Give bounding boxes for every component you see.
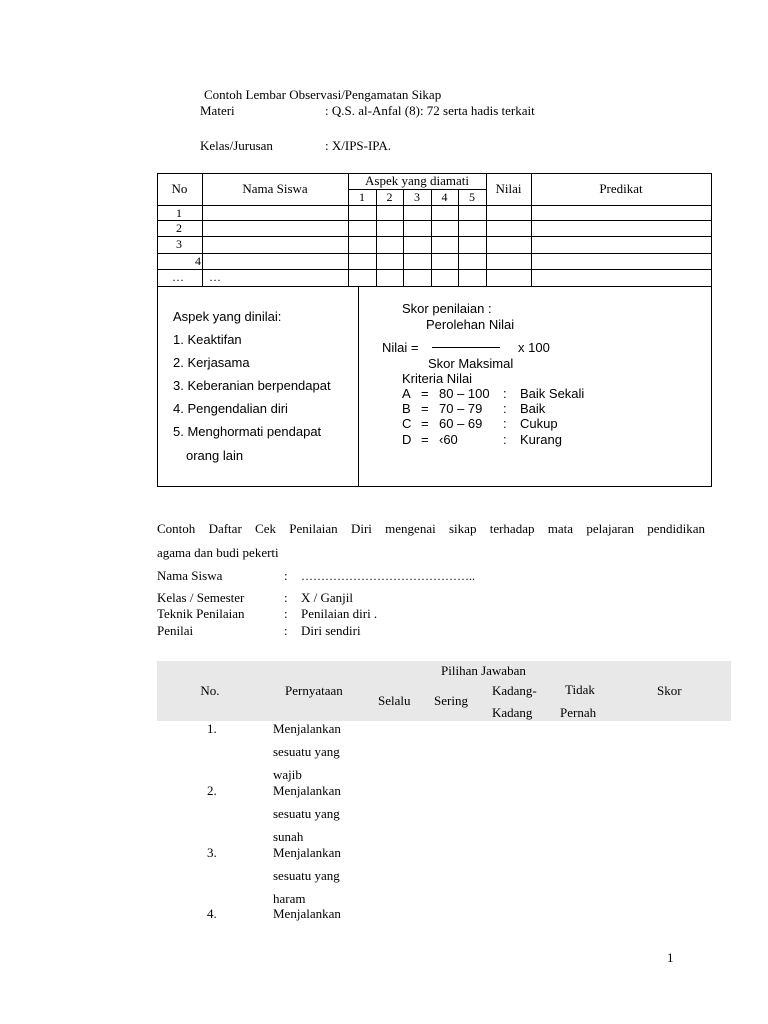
aspek-number: 1 — [359, 190, 365, 204]
table-row-number: 3 — [176, 237, 182, 251]
table-row-number: … — [172, 270, 184, 284]
materi-value: : Q.S. al-Anfal (8): 72 serta hadis terkait — [325, 103, 535, 118]
page-number: 1 — [667, 950, 674, 965]
skor-multiplier: x 100 — [518, 340, 550, 355]
col-sering: Sering — [434, 693, 468, 708]
col-nama-siswa: Nama Siswa — [242, 181, 308, 196]
document-title: Contoh Lembar Observasi/Pengamatan Sikap — [204, 87, 442, 102]
aspek-item-continuation: orang lain — [186, 448, 244, 463]
col-nilai: Nilai — [495, 181, 522, 196]
col-no: No. — [200, 683, 220, 698]
col-skor: Skor — [657, 683, 682, 698]
aspek-number: 3 — [414, 190, 420, 204]
col-aspek: Aspek yang diamati — [365, 173, 469, 188]
col-tidak-line2: Pernah — [560, 705, 597, 720]
pilihan-jawaban: Pilihan Jawaban — [441, 663, 526, 678]
intro-paragraph-line2: agama dan budi pekerti — [157, 545, 279, 560]
col-kadang-line2: Kadang — [492, 705, 533, 720]
aspek-title: Aspek yang dinilai: — [173, 309, 282, 324]
table-row-number: 4 — [195, 254, 201, 268]
col-tidak-line1: Tidak — [565, 682, 595, 697]
col-no: No — [171, 181, 188, 196]
aspek-number: 2 — [386, 190, 393, 204]
skor-denominator: Skor Maksimal — [428, 356, 514, 371]
aspek-item: 2. Kerjasama — [173, 355, 250, 370]
aspek-number: 5 — [469, 190, 475, 204]
table-row-number: 2 — [176, 221, 182, 235]
aspek-item: 4. Pengendalian diri — [173, 401, 288, 416]
table-row-name: … — [209, 270, 221, 284]
aspek-number: 4 — [441, 190, 448, 204]
col-predikat: Predikat — [599, 181, 643, 196]
col-selalu: Selalu — [378, 693, 411, 708]
materi-label: Materi — [200, 103, 235, 118]
intro-paragraph-line1: Contoh Daftar Cek Penilaian Diri mengenai sikap terhadap mata pelajaran pendidikan — [157, 521, 705, 536]
fraction-line — [432, 347, 500, 348]
kriteria-title: Kriteria Nilai — [402, 371, 473, 386]
nilai-label: Nilai = — [382, 340, 419, 355]
skor-title: Skor penilaian : — [402, 301, 492, 316]
table-row-number: 1 — [176, 206, 182, 220]
kelas-label: Kelas/Jurusan — [200, 138, 273, 153]
skor-numerator: Perolehan Nilai — [426, 317, 515, 332]
aspek-item: 1. Keaktifan — [173, 332, 242, 347]
aspek-item: 5. Menghormati pendapat — [173, 424, 322, 439]
kelas-value: : X/IPS-IPA. — [325, 138, 391, 153]
col-kadang-line1: Kadang- — [492, 683, 537, 698]
aspek-item: 3. Keberanian berpendapat — [173, 378, 331, 393]
col-pernyataan: Pernyataan — [285, 683, 343, 698]
